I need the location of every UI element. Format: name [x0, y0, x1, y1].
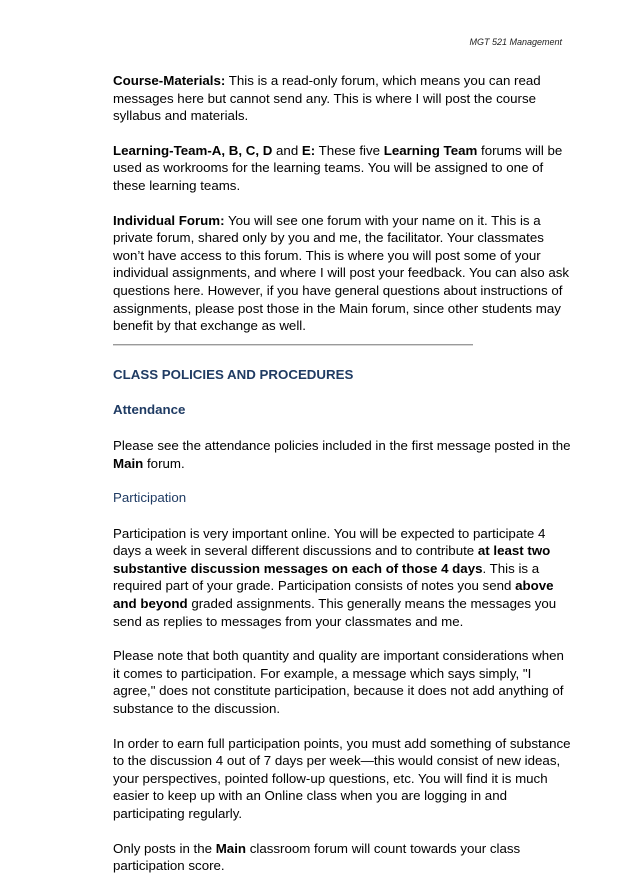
- document-body: [113, 72, 573, 892]
- course-materials-label: Course-Materials:: [113, 73, 226, 88]
- attendance-heading: Attendance: [113, 402, 186, 418]
- participation-paragraph-3: In order to earn full participation points, you must add something of substance to the discussion 4 out of 7 days per week—this would consist of new ideas, your perspectives, pointed follow-up questions, etc. You will find it is much easier to keep up with an Online class when you are logging in and participating regularly.: [113, 735, 571, 821]
- section-divider: [113, 344, 473, 346]
- learning-team-label: Learning-Team-A, B, C, D: [113, 142, 273, 158]
- participation-paragraph-2: Please note that both quantity and quality are important considerations when it comes to participation. For example, a message which says simply, "I agree," does not constitute participation, because it does not add anything of substance to the discussion.: [113, 648, 564, 717]
- learning-team-paragraph: Learning-Team-A, B, C, D and E: These five Learning Team forums will be used as workrooms for the learning teams. You will be assigned to one of these learning teams.: [113, 142, 563, 193]
- participation-heading: Participation: [113, 490, 187, 506]
- individual-forum-label: Individual Forum:: [113, 212, 225, 228]
- section-title: CLASS POLICIES AND PROCEDURES: [113, 366, 354, 382]
- page-header: MGT 521 Management: [469, 37, 562, 47]
- course-materials-paragraph: Course-Materials: This is a read-only forum, which means you can read messages here but cannot send any. This is where I will post the course syllabus and materials.: [113, 73, 541, 124]
- individual-forum-paragraph: Individual Forum: You will see one forum with your name on it. This is a private forum, shared only by you and me, the facilitator. Your classmates won’t have access to this forum. This is where you will post some of your individual assignments, and where I will post your feedback. You can also ask questions here. However, if you have general questions about instructions of assignments, please post those in the Main forum, since other students may benefit by that exchange as well.: [113, 212, 570, 334]
- participation-paragraph-1: Participation is very important online. You will be expected to participate 4 days a week in several different discussions and to contribute at least two substantive discussion messages on each of those 4 days. This is a required part of your grade. Participation consists of notes you send above and beyond graded assignments. This generally means the messages you send as replies to messages from your classmates and me.: [113, 525, 557, 629]
- attendance-paragraph: Please see the attendance policies included in the first message posted in the Main forum.: [113, 437, 571, 471]
- participation-paragraph-4: Only posts in the Main classroom forum will count towards your class participation score.: [113, 840, 521, 874]
